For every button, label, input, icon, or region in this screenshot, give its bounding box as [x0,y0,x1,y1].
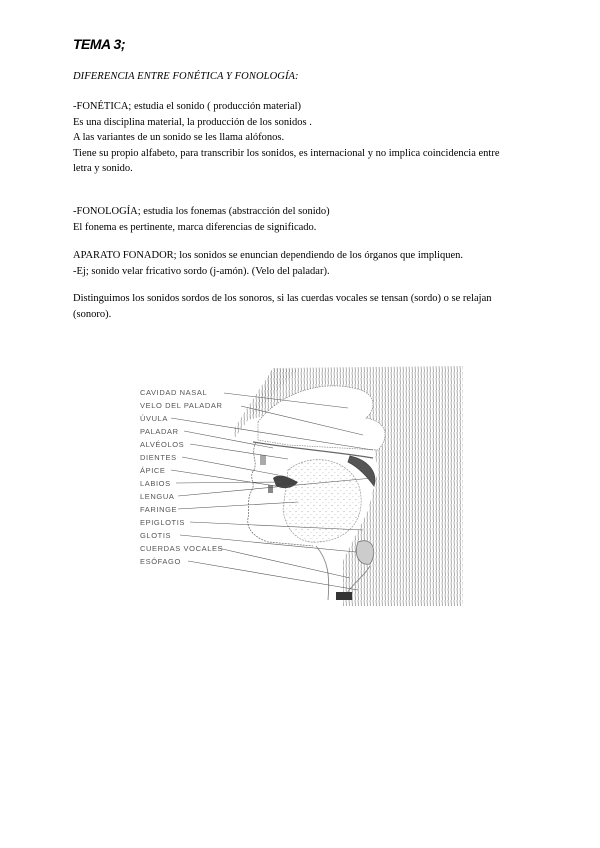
text-line: letra y sonido. [73,163,133,174]
label-lengua: LENGUA [140,492,175,501]
label-labios: LABIOS [140,479,171,488]
label-velo-del-paladar: VELO DEL PALADAR [140,401,223,410]
vocal-apparatus-diagram [138,360,468,610]
label-apice: ÁPICE [140,466,166,475]
text-line: Es una disciplina material, la producción de los sonidos . [73,116,312,128]
label-paladar: PALADAR [140,427,179,436]
text-line: (sonoro). [73,308,112,320]
label-cuerdas-vocales: CUERDAS VOCALES [140,544,224,553]
diagram-sketch-icon [138,360,468,610]
paragraph-sordos-sonoros [73,291,543,322]
paragraph-fonetica [73,99,543,177]
label-faringe: FARINGE [140,505,178,514]
text-line: -Ej; sonido velar fricativo sordo (j-amón). (Velo del paladar). [73,265,330,277]
label-glotis: GLOTIS [140,531,172,540]
label-uvula: ÚVULA [140,414,169,423]
section-heading: DIFERENCIA ENTRE FONÉTICA Y FONOLOGÍA: [73,71,299,82]
page-title: TEMA 3; [73,36,125,52]
text-line: APARATO FONADOR; los sonidos se enuncian dependiendo de los órganos que impliquen. [73,250,464,261]
paragraph-fonologia [73,204,543,235]
text-line: -FONÉTICA; estudia el sonido ( producción material) [73,101,302,112]
paragraph-aparato-fonador [73,248,543,279]
label-dientes: DIENTES [140,453,177,462]
label-esofago: ESÓFAGO [140,557,181,566]
text-line: Tiene su propio alfabeto, para transcribir los sonidos, es internacional y no implica coincidencia entre [73,147,500,159]
label-epiglotis: EPIGLOTIS [140,518,185,527]
text-line: El fonema es pertinente, marca diferencias de significado. [73,221,317,233]
text-line: -FONOLOGÍA; estudia los fonemas (abstracción del sonido) [73,206,330,217]
label-alveolos: ALVÉOLOS [140,440,185,449]
text-line: Distinguimos los sonidos sordos de los sonoros, si las cuerdas vocales se tensan (sordo) o se relajan [73,293,492,304]
text-line: A las variantes de un sonido se les llama alófonos. [73,132,285,143]
label-cavidad-nasal: CAVIDAD NASAL [140,388,208,397]
